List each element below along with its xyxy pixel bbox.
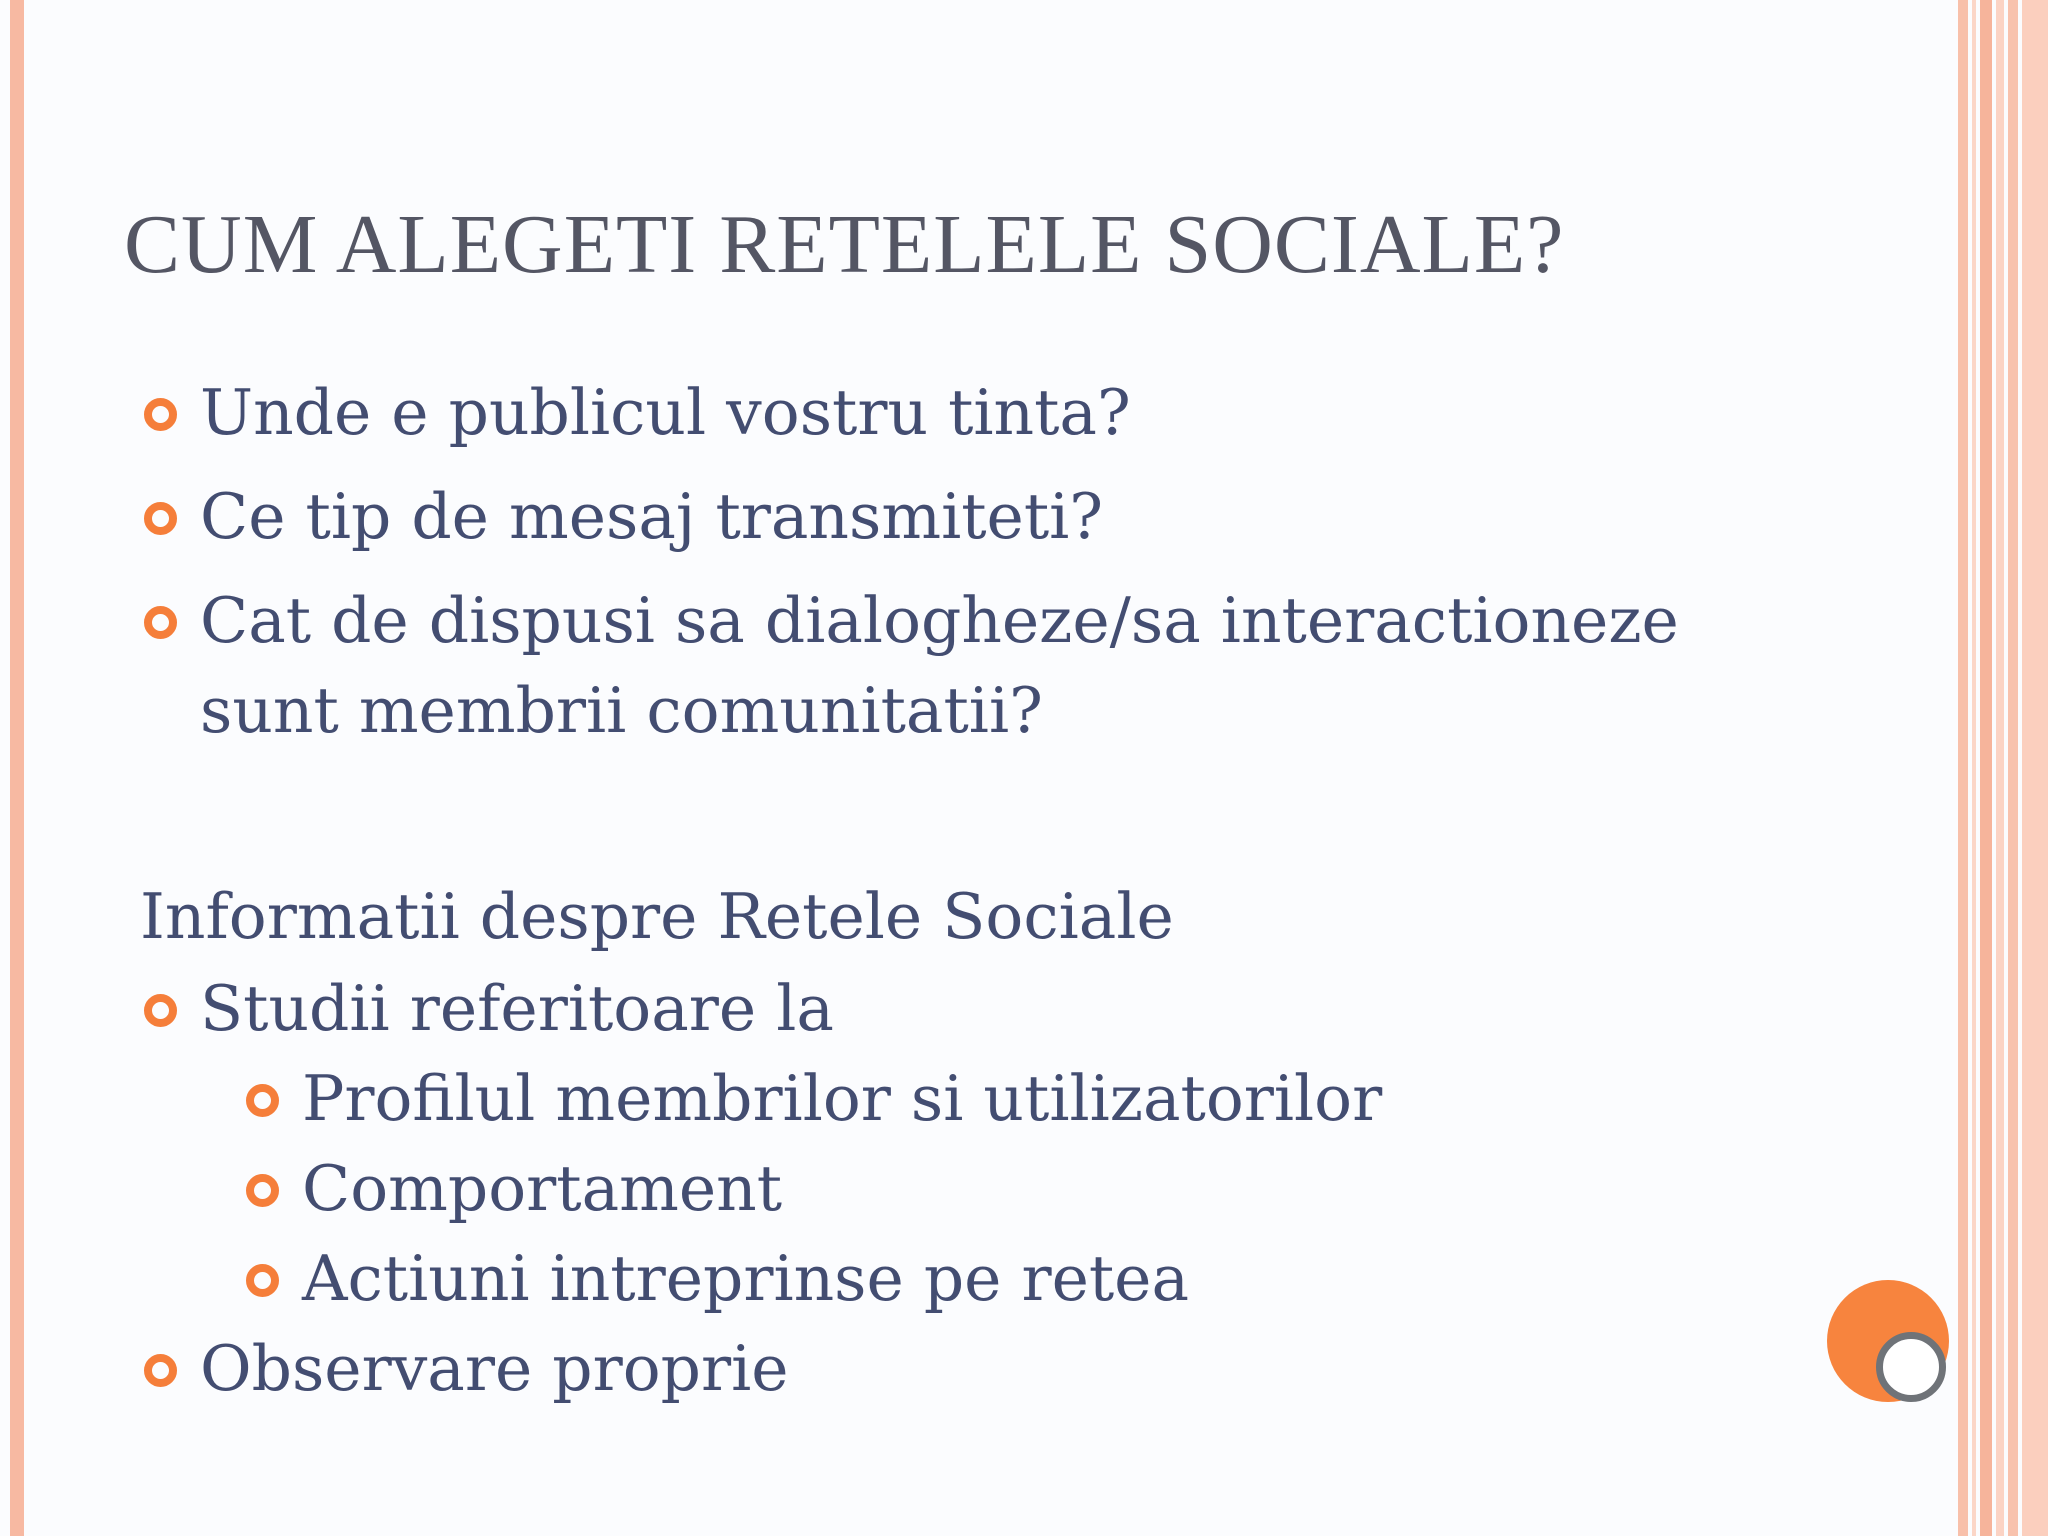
sub-item: Profilul membrilor si utilizatorilor xyxy=(302,1062,1383,1135)
info-heading: Informatii despre Retele Sociale xyxy=(140,880,1174,953)
left-border-stripe xyxy=(10,0,24,1536)
gray-ring-decoration xyxy=(1876,1332,1946,1402)
info-item: Observare proprie xyxy=(200,1332,789,1405)
right-stripe xyxy=(1958,0,1968,1536)
sub-bullet-icon xyxy=(246,1084,279,1117)
bullet-icon xyxy=(144,398,177,431)
question-item: Unde e publicul vostru tinta? xyxy=(200,376,1131,449)
slide-title: CUM ALEGETI RETELELE SOCIALE? xyxy=(124,198,1565,291)
sub-bullet-icon xyxy=(246,1174,279,1207)
right-stripe xyxy=(1972,0,1976,1536)
right-stripe xyxy=(2022,0,2048,1536)
question-item-continuation: sunt membrii comunitatii? xyxy=(200,674,1043,747)
sub-item: Actiuni intreprinse pe retea xyxy=(302,1242,1190,1315)
sub-item: Comportament xyxy=(302,1152,783,1225)
question-item: Ce tip de mesaj transmiteti? xyxy=(200,480,1104,553)
right-stripe xyxy=(1980,0,1992,1536)
question-item: Cat de dispusi sa dialogheze/sa interactioneze xyxy=(200,584,1679,657)
bullet-icon xyxy=(144,1354,177,1387)
bullet-icon xyxy=(144,502,177,535)
bullet-icon xyxy=(144,994,177,1027)
info-item: Studii referitoare la xyxy=(200,972,834,1045)
sub-bullet-icon xyxy=(246,1264,279,1297)
right-stripe xyxy=(1996,0,2004,1536)
right-stripe xyxy=(2008,0,2018,1536)
bullet-icon xyxy=(144,606,177,639)
